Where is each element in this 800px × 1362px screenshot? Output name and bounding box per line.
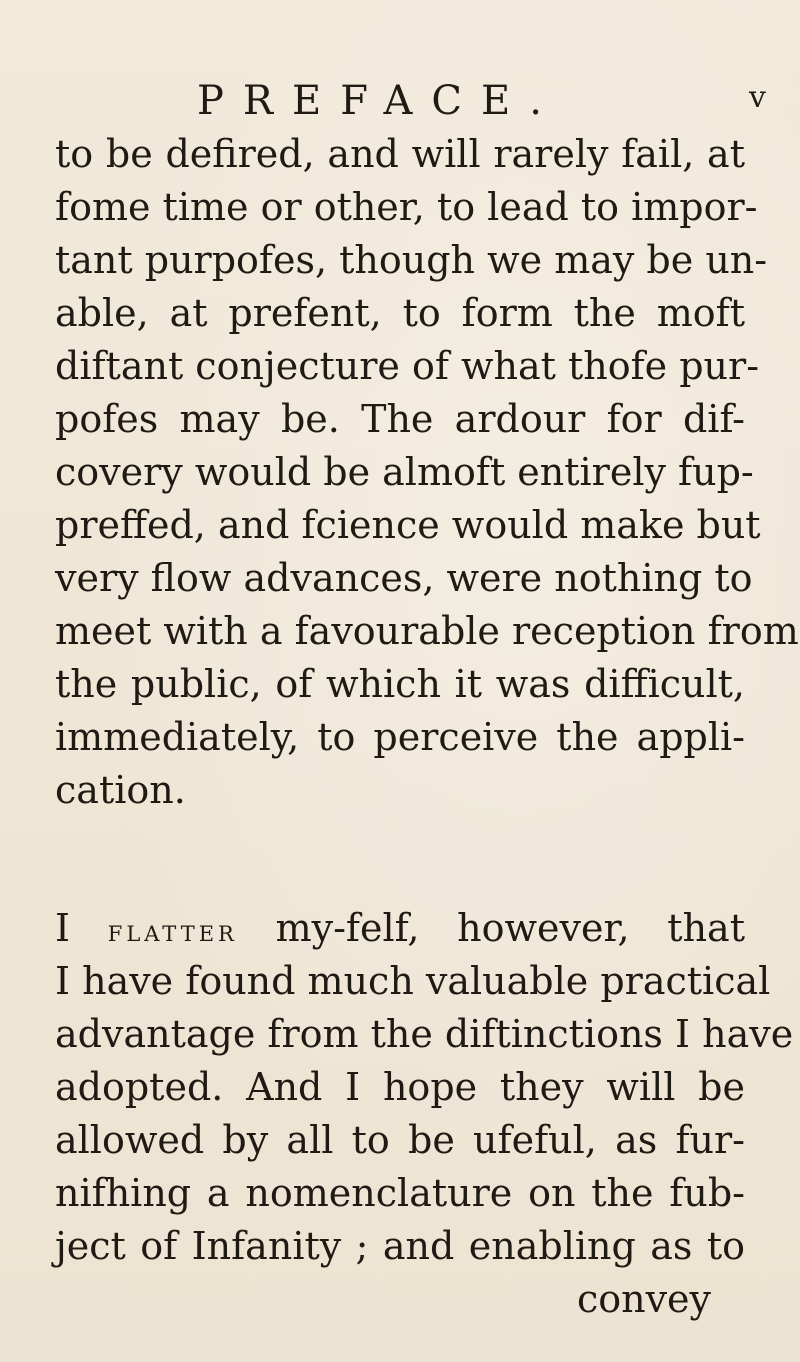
text-line: adopted. And I hope they will be: [55, 1065, 745, 1109]
text-line: able, at prefent, to form the moft: [55, 291, 745, 335]
text-line: allowed by all to be ufeful, as fur-: [55, 1118, 745, 1162]
lead-smallcaps-word: flatter: [107, 914, 238, 949]
text-line: meet with a favourable reception from: [55, 609, 799, 653]
text-line: ject of Infanity ; and enabling as to: [55, 1224, 745, 1268]
page-number: v: [749, 80, 766, 115]
body-text: [55, 128, 799, 1326]
page-header: [0, 76, 800, 126]
lead-rest: my-felf, however, that: [275, 906, 745, 950]
text-line: the public, of which it was difficult,: [55, 662, 745, 706]
text-line: advantage from the diftinctions I have: [55, 1012, 794, 1056]
running-head: PREFACE.: [197, 78, 561, 124]
text-line: cation.: [55, 768, 186, 812]
catchword: convey: [576, 1277, 711, 1321]
paragraph-gap: [55, 817, 745, 902]
text-line: fome time or other, to lead to impor-: [55, 185, 758, 229]
text-line: immediately, to perceive the appli-: [55, 715, 745, 759]
text-line: I have found much valuable practical: [55, 959, 771, 1003]
text-line: to be defired, and will rarely fail, at: [55, 132, 745, 176]
text-line: covery would be almoft entirely fup-: [55, 450, 754, 494]
text-line-lead: [55, 902, 745, 955]
text-line: preffed, and fcience would make but: [55, 503, 761, 547]
lead-first-letter: I: [55, 906, 71, 950]
text-line: very flow advances, were nothing to: [55, 556, 753, 600]
text-line: diftant conjecture of what thofe pur-: [55, 344, 760, 388]
paragraph-2: [55, 902, 794, 1326]
paragraph-1: [55, 128, 799, 817]
text-line: nifhing a nomenclature on the fub-: [55, 1171, 745, 1215]
text-line: tant purpofes, though we may be un-: [55, 238, 768, 282]
text-line: pofes may be. The ardour for dif-: [55, 397, 745, 441]
